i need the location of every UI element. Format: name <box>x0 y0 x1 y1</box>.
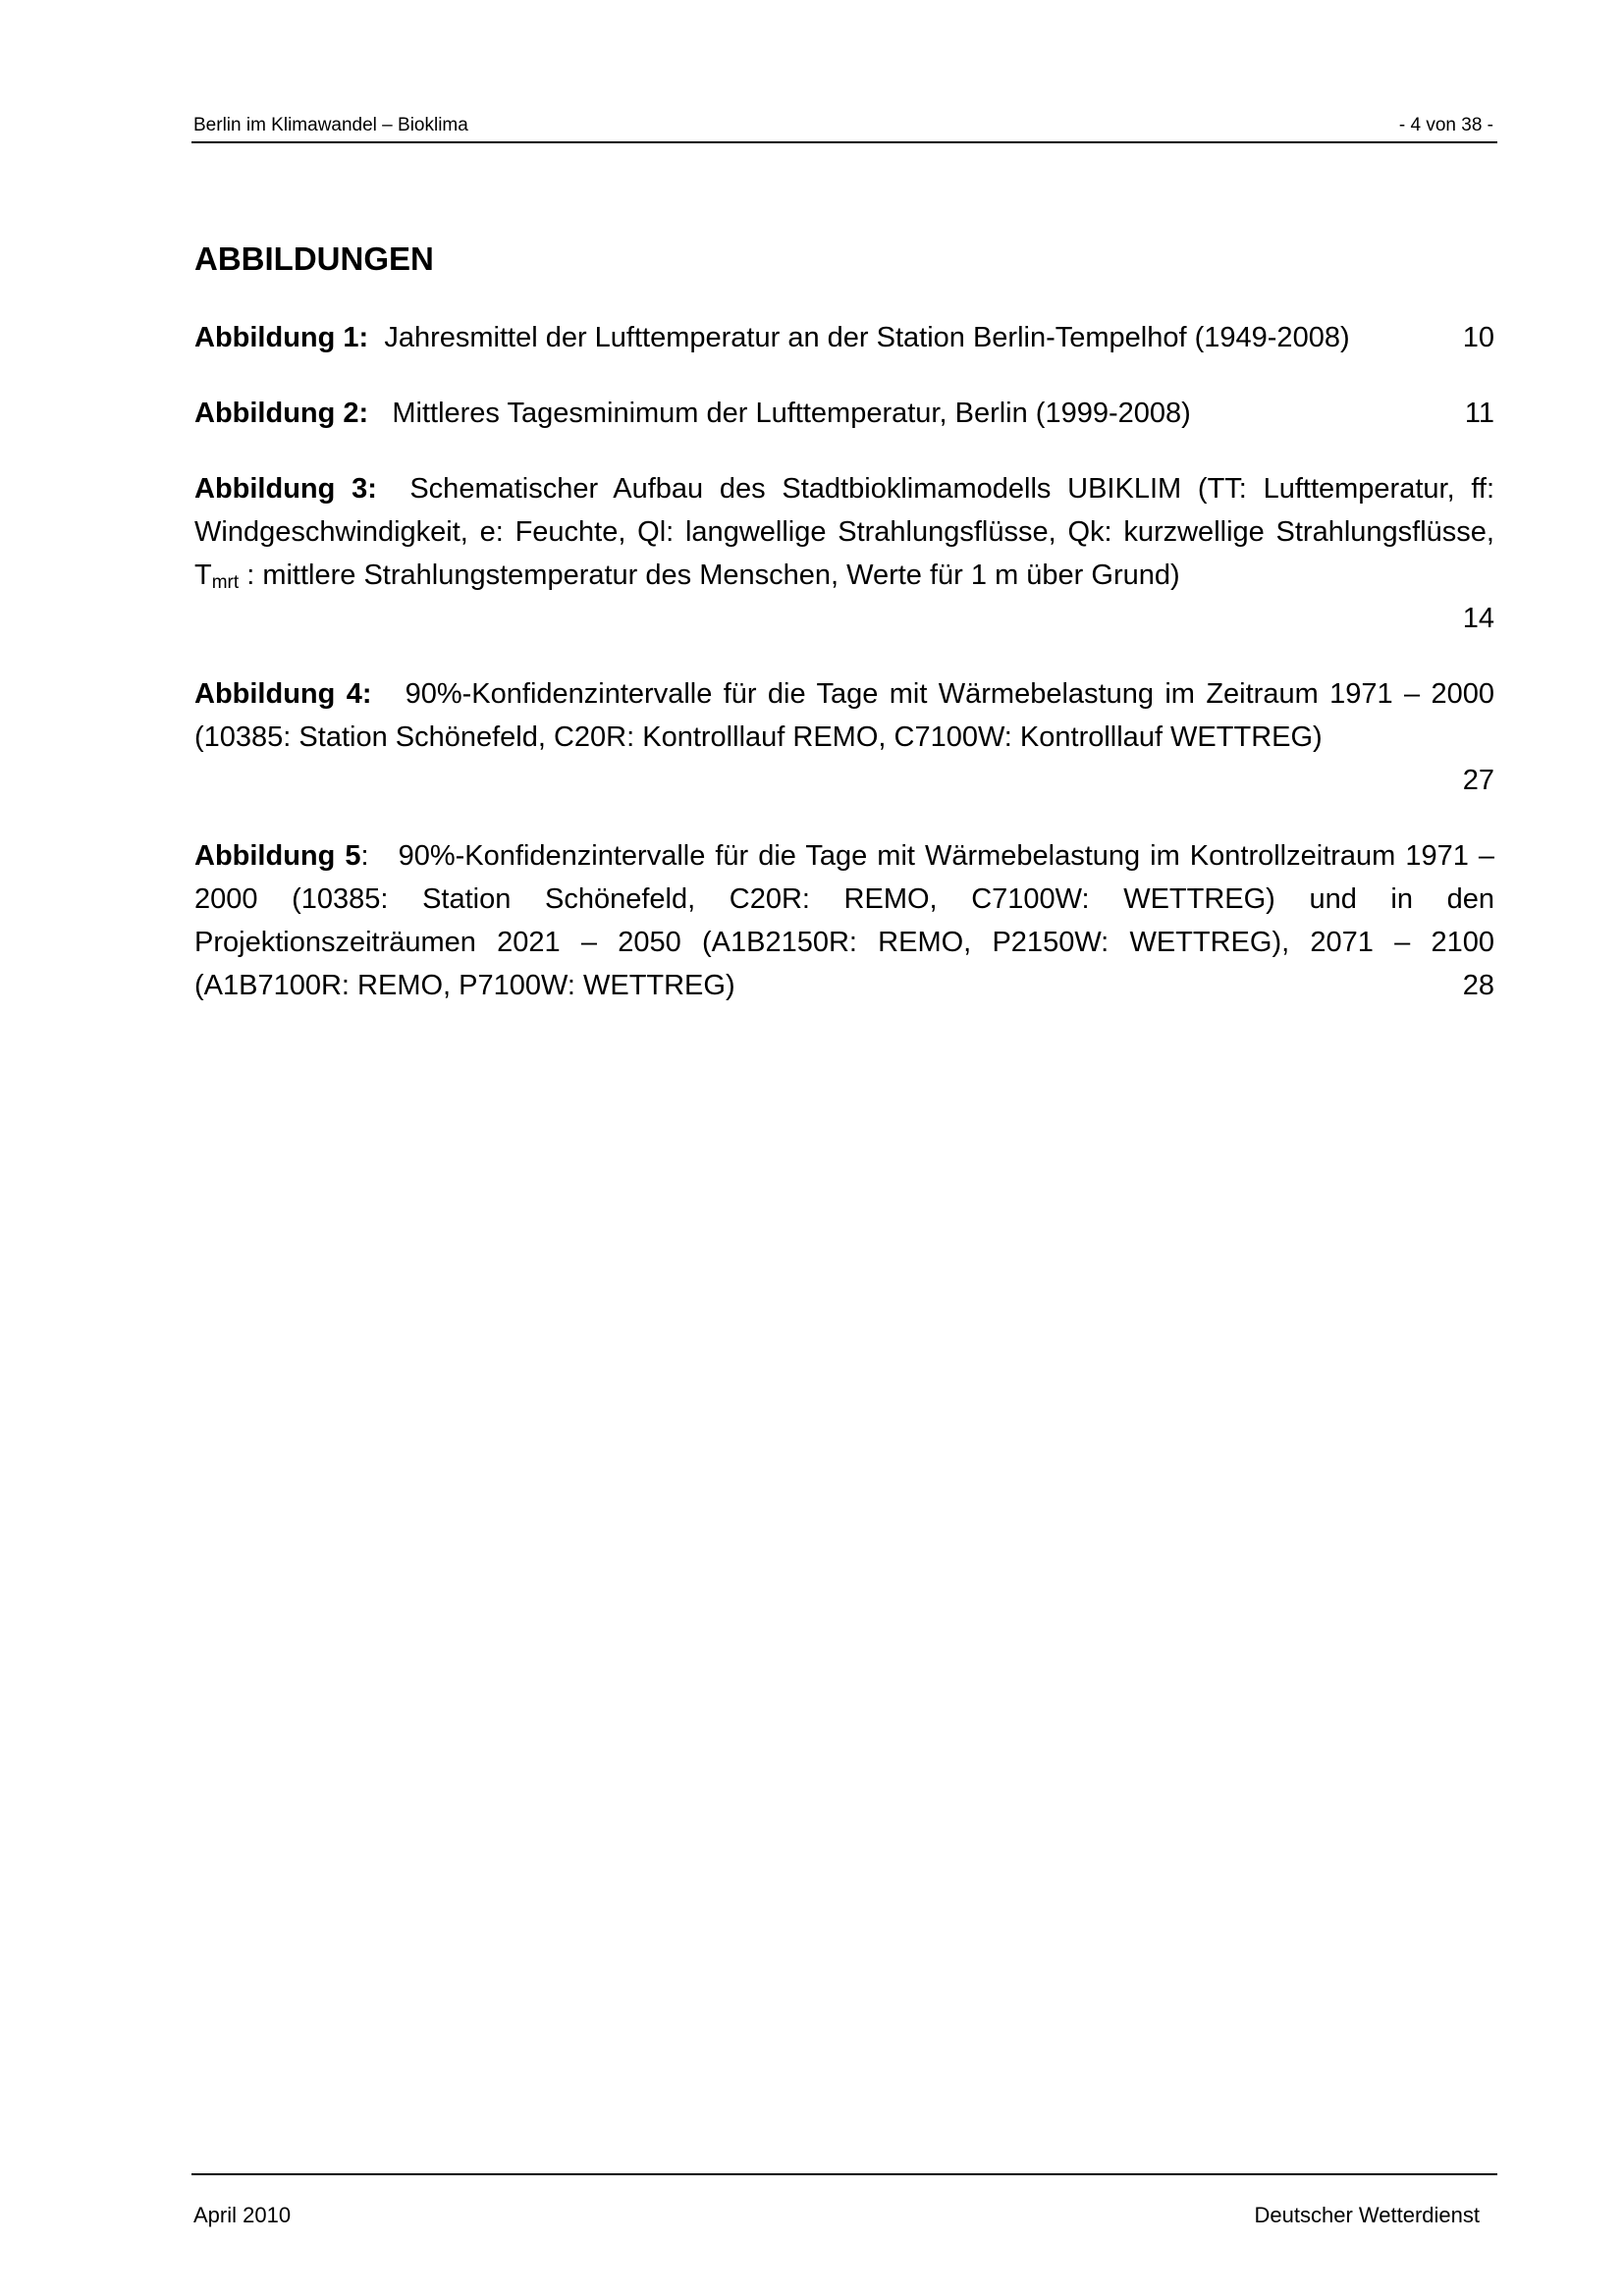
figure-label-colon: : <box>360 840 369 872</box>
figure-label: Abbildung 2: <box>194 398 369 429</box>
figure-caption: Jahresmittel der Lufttemperatur an der Station Berlin-Tempelhof (1949-2008) <box>384 322 1350 353</box>
page-footer <box>191 2173 1497 2227</box>
figure-label: Abbildung 4: <box>194 678 372 710</box>
figure-caption: Mittleres Tagesminimum der Lufttemperatur, Berlin (1999-2008) <box>392 398 1191 429</box>
figure-caption: 90%-Konfidenzintervalle für die Tage mit Wärmebelastung im Kontrollzeitraum 1971 – 2000 (10385: Station Schönefeld, C20R: REMO, C7100W: WETTREG) und in den Projektionszeiträumen 2021 – 2050 (A1B2150R: REMO, P2150W: WETTREG), 2071 – 2100 (A1B7100R: REMO, P7100W: WETTREG) <box>194 840 1494 1001</box>
figure-entry-1-content <box>194 316 1350 359</box>
figure-entry-2[interactable] <box>194 392 1494 435</box>
figure-page-number: 28 <box>1462 970 1494 1001</box>
figure-list <box>194 316 1494 1040</box>
figure-page-number: 11 <box>1464 398 1494 429</box>
figure-caption-subscript: mrt <box>211 572 240 593</box>
footer-publisher: Deutscher Wetterdienst <box>1254 2203 1480 2227</box>
figure-page-number: 10 <box>1462 322 1494 353</box>
figure-label: Abbildung 3: <box>194 473 377 505</box>
section-title: ABBILDUNGEN <box>194 240 434 277</box>
footer-date: April 2010 <box>193 2203 292 2227</box>
figure-page-number: 27 <box>1462 765 1494 796</box>
figure-label: Abbildung 1: <box>194 322 369 353</box>
figure-caption-part-1: Schematischer Aufbau des Stadtbioklimamodells UBIKLIM (TT: Lufttemperatur, ff: Windgeschwindigkeit, e: Feuchte, Ql: langwellige Strahlungsflüsse, Qk: kurzwellige Strahlungsflüsse, T <box>194 473 1495 591</box>
figure-entry-4[interactable] <box>194 672 1494 802</box>
header-document-title: Berlin im Klimawandel – Bioklima <box>193 115 468 135</box>
figure-entry-1[interactable] <box>194 316 1494 359</box>
figure-caption-part-2: : mittlere Strahlungstemperatur des Menschen, Werte für 1 m über Grund) <box>239 560 1180 591</box>
page-header <box>191 110 1497 143</box>
figure-entry-5[interactable] <box>194 834 1494 1007</box>
figure-page-number: 14 <box>1462 603 1494 634</box>
header-page-indicator: - 4 von 38 - <box>1398 115 1493 135</box>
figure-label: Abbildung 5 <box>194 840 361 872</box>
figure-entry-3[interactable] <box>194 467 1494 640</box>
figure-caption: 90%-Konfidenzintervalle für die Tage mit Wärmebelastung im Zeitraum 1971 – 2000 (10385: Station Schönefeld, C20R: Kontrolllauf REMO, C7100W: Kontrolllauf WETTREG) <box>194 678 1494 753</box>
figure-entry-2-content <box>194 392 1191 435</box>
